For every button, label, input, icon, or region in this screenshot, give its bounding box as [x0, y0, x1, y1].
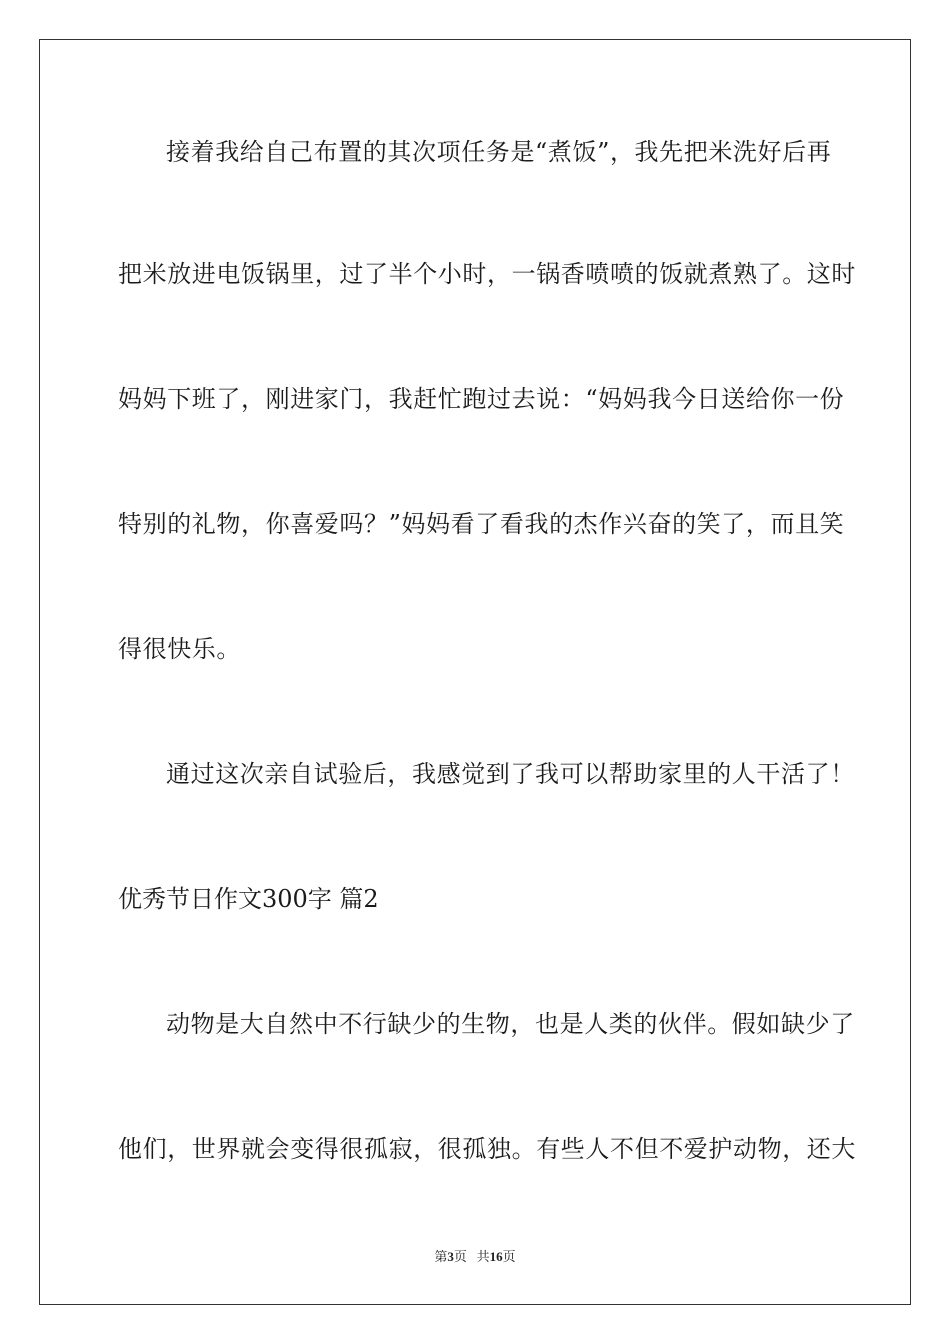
page-footer — [0, 1248, 950, 1266]
footer-prefix: 第 — [434, 1249, 448, 1264]
section-heading: 优秀节日作文300字 篇2 — [118, 885, 379, 913]
footer-current-page: 3 — [447, 1249, 454, 1264]
paragraph-1-line-5: 得很快乐。 — [118, 635, 241, 663]
paragraph-2-line-1: 通过这次亲自试验后，我感觉到了我可以帮助家里的人干活了！ — [166, 760, 855, 788]
paragraph-1-line-1: 接着我给自己布置的其次项任务是“煮饭”，我先把米洗好后再 — [166, 138, 832, 166]
paragraph-1-line-3: 妈妈下班了，刚进家门，我赶忙跑过去说：“妈妈我今日送给你一份 — [118, 385, 845, 413]
footer-middle: 页 共 — [453, 1249, 490, 1264]
footer-total-pages: 16 — [489, 1249, 503, 1264]
paragraph-3-line-2: 他们，世界就会变得很孤寂，很孤独。有些人不但不爱护动物，还大 — [118, 1135, 856, 1163]
paragraph-1-line-2: 把米放进电饭锅里，过了半个小时，一锅香喷喷的饭就煮熟了。这时 — [118, 260, 856, 288]
paragraph-3-line-1: 动物是大自然中不行缺少的生物，也是人类的伙伴。假如缺少了 — [166, 1010, 855, 1038]
footer-suffix: 页 — [502, 1249, 516, 1264]
page-border — [39, 39, 911, 1305]
paragraph-1-line-4: 特别的礼物，你喜爱吗？”妈妈看了看我的杰作兴奋的笑了，而且笑 — [118, 510, 845, 538]
